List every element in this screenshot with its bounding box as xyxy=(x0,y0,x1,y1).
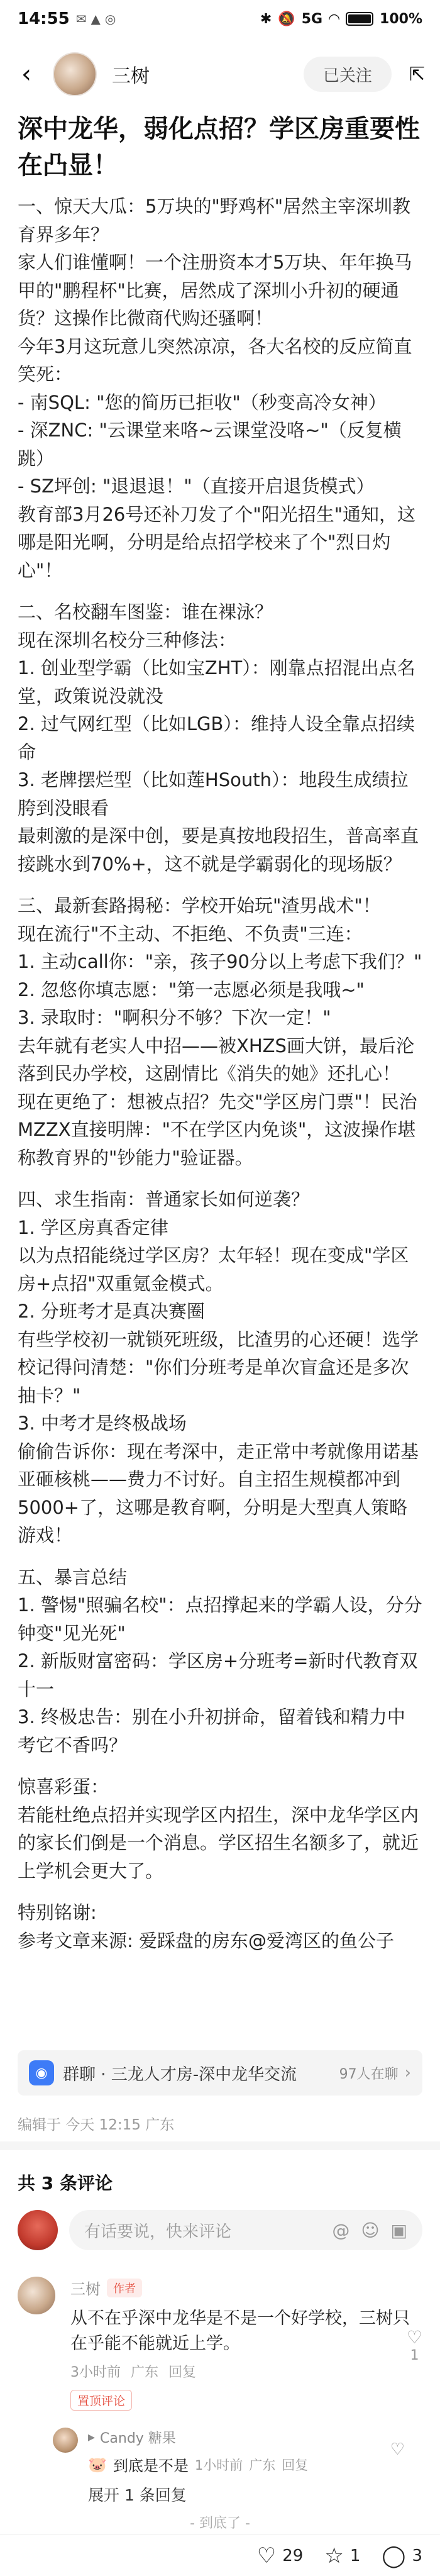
paragraph-gap xyxy=(18,878,422,892)
article-section xyxy=(18,598,422,878)
reply-reply-button[interactable]: 回复 xyxy=(282,2457,309,2473)
article-paragraph: 现在深圳名校分三种修法： xyxy=(18,629,237,651)
status-bar xyxy=(0,0,440,38)
star-icon: ☆ xyxy=(324,2543,344,2568)
comments-count-header: 共 3 条评论 xyxy=(18,2173,113,2194)
reply-text: 到底是不是 xyxy=(113,2457,189,2475)
article-paragraph: 参考文章来源: 爱踩盘的房东@爱湾区的鱼公子 xyxy=(18,1929,394,1951)
article-paragraph: - 南SQL: "您的简历已拒收"（秒变高冷女神） xyxy=(18,391,387,413)
article-paragraph: 3. 终极忠告：别在小升初拼命，留着钱和精力中考它不香吗？ xyxy=(18,1706,405,1756)
article-paragraph: 二、名校翻车图鉴：谁在裸泳？ xyxy=(18,601,273,623)
group-chat-count: 97人在聊 xyxy=(339,2066,399,2082)
article-section xyxy=(18,1773,422,1885)
paragraph-gap xyxy=(18,1550,422,1563)
article-paragraph: 惊喜彩蛋： xyxy=(18,1776,109,1797)
comment-input[interactable] xyxy=(69,2210,422,2250)
expand-replies-button[interactable]: 展开 1 条回复 xyxy=(88,2486,187,2504)
comment-like-count: 1 xyxy=(410,2348,419,2363)
article-section xyxy=(18,1185,422,1550)
heart-icon: ♡ xyxy=(406,2327,422,2348)
article-paragraph: 1. 创业型学霸（比如宝ZHT）：刚靠点招混出点名堂，政策说没就没 xyxy=(18,657,415,707)
article-paragraph: - 深ZNC: "云课堂来咯~云课堂没咯~"（反复横跳） xyxy=(18,419,402,469)
article-paragraph: 四、求生指南：普通家长如何逆袭？ xyxy=(18,1189,310,1210)
article-body xyxy=(18,192,422,1955)
reply-line xyxy=(88,2453,405,2475)
comment-name-row xyxy=(70,2277,422,2299)
my-avatar xyxy=(18,2210,58,2250)
bottom-action-bar xyxy=(0,2534,440,2576)
input-tools xyxy=(332,2220,407,2241)
heart-icon: ♡ xyxy=(256,2543,277,2568)
reply-arrow-icon: ▸ xyxy=(88,2429,96,2445)
article-paragraph: 3. 录取时："啊积分不够？下次一定！" xyxy=(18,1007,331,1028)
battery-icon xyxy=(346,12,373,26)
article-paragraph: 1. 主动call你："亲，孩子90分以上考虑下我们？" xyxy=(18,951,422,972)
article-section xyxy=(18,1899,422,1955)
status-right xyxy=(260,11,422,27)
article-title: 深中龙华，弱化点招？学区房重要性在凸显！ xyxy=(18,114,420,180)
comment-avatar[interactable] xyxy=(18,2277,55,2314)
article-paragraph: 1. 学区房真香定律 xyxy=(18,1216,168,1238)
chevron-right-icon: › xyxy=(404,2063,411,2082)
notification-icons: ✉ ▲ ◎ xyxy=(75,11,116,26)
comment-bubble-icon: ◯ xyxy=(382,2543,406,2568)
comment-body xyxy=(70,2277,422,2411)
article-paragraph: 1. 警惕"照骗名校"：点招撑起来的学霸人设，分分钟变"见光死" xyxy=(18,1594,422,1644)
comment-meta xyxy=(70,2362,422,2381)
top-nav xyxy=(0,43,440,106)
article-section xyxy=(18,192,422,584)
battery-percent: 100% xyxy=(380,11,422,27)
article-paragraph: 一、惊天大瓜：5万块的"野鸡杯"居然主宰深圳教育界多年？ xyxy=(18,196,411,245)
reply-region: 广东 xyxy=(249,2457,276,2473)
group-chat-icon: ◉ xyxy=(29,2060,54,2085)
article-paragraph: 以为点招能绕过学区房？太年轻！现在变成"学区房+点招"双重氪金模式。 xyxy=(18,1245,409,1294)
bluetooth-icon: ✱ xyxy=(260,11,272,27)
reply-like-button[interactable]: ♡ xyxy=(390,2440,405,2459)
comment-like-button[interactable] xyxy=(407,2327,422,2363)
comment-count: 3 xyxy=(412,2546,422,2565)
wifi-icon: ◠ xyxy=(329,11,340,27)
share-icon[interactable]: ⇱ xyxy=(409,63,426,86)
article-section xyxy=(18,1563,422,1760)
section-divider xyxy=(0,2141,440,2150)
comment-text: 从不在乎深中龙华是不是一个好学校，三树只在乎能不能就近上学。 xyxy=(70,2309,410,2353)
article-paragraph: 若能杜绝点招并实现学区内招生，深中龙华学区内的家长们倒是一个消息。学区招生名额多了，就近上学机会更大了。 xyxy=(18,1804,419,1882)
collect-action[interactable] xyxy=(324,2543,360,2568)
group-chat-title: 群聊 · 三龙人才房-深中龙华交流 xyxy=(63,2065,297,2084)
article-paragraph: 五、暴言总结 xyxy=(18,1566,128,1588)
article-paragraph: 2. 过气网红型（比如LGB）：维持人设全靠点招续命 xyxy=(18,713,415,763)
image-icon[interactable]: ▣ xyxy=(390,2219,407,2241)
article-paragraph: 今年3月这玩意儿突然凉凉，各大名校的反应简直笑死： xyxy=(18,335,412,385)
article-paragraph: 2. 忽悠你填志愿："第一志愿必须是我哦~" xyxy=(18,979,365,1001)
status-left xyxy=(18,9,116,28)
like-action[interactable] xyxy=(257,2543,304,2568)
edit-info: 编辑于 今天 12:15 广东 xyxy=(18,2117,175,2133)
status-time: 14:55 xyxy=(18,9,70,28)
article-paragraph: 2. 分班考才是真决赛圈 xyxy=(18,1301,205,1322)
article-paragraph: 现在更绝了：想被点招？先交"学区房门票"！民治MZZX直接明牌："不在学区内免谈"，这波操作堪称教育界的"钞能力"验证器。 xyxy=(18,1091,417,1169)
article-section xyxy=(18,892,422,1172)
signal-label: 5G xyxy=(301,11,323,27)
article-paragraph: 2. 新版财富密码：学区房+分班考=新时代教育双十一 xyxy=(18,1650,418,1700)
end-of-list: - 到底了 - xyxy=(190,2516,250,2531)
article-paragraph: 三、最新套路揭秘：学校开始玩"渣男战术"！ xyxy=(18,895,381,916)
author-avatar[interactable] xyxy=(53,52,97,96)
collect-count: 1 xyxy=(349,2546,361,2565)
comment-placeholder: 有话要说，快来评论 xyxy=(84,2222,232,2241)
paragraph-gap xyxy=(18,1172,422,1185)
article-paragraph: 有些学校初一就锁死班级，比渣男的心还硬！选学校记得问清楚："你们分班考是单次盲盒还是多次抽卡？" xyxy=(18,1328,419,1406)
reply-emoji-icon: 🐷 xyxy=(88,2455,107,2473)
article-paragraph: 去年就有老实人中招——被XHZS画大饼，最后沦落到民办学校，这剧情比《消失的她》还扎心！ xyxy=(18,1035,414,1084)
back-icon[interactable]: ‹ xyxy=(21,60,31,89)
emoji-icon[interactable]: ☺ xyxy=(361,2219,380,2241)
article-paragraph: 偷偷告诉你：现在考深中，走正常中考就像用诺基亚砸核桃——费力不讨好。自主招生规模都冲到5000+了，这哪是教育啊，分明是大型真人策略游戏！ xyxy=(18,1440,419,1546)
follow-button[interactable]: 已关注 xyxy=(304,57,392,92)
comment-region: 广东 xyxy=(131,2365,159,2380)
at-icon[interactable]: @ xyxy=(332,2219,350,2241)
comment-action[interactable] xyxy=(382,2543,422,2568)
paragraph-gap xyxy=(18,1759,422,1773)
article-paragraph: 现在流行"不主动、不拒绝、不负责"三连： xyxy=(18,923,363,945)
comment-author[interactable]: 三树 xyxy=(70,2280,101,2298)
comment-time: 3小时前 xyxy=(70,2365,121,2380)
reply-body xyxy=(88,2428,405,2475)
article-paragraph: 3. 老牌摆烂型（比如莲HSouth）：地段生成绩拉胯到没眼看 xyxy=(18,769,409,819)
pinned-badge: 置顶评论 xyxy=(70,2390,132,2411)
author-badge: 作者 xyxy=(107,2279,142,2297)
reply-time: 1小时前 xyxy=(194,2457,243,2473)
mute-icon: 🔕 xyxy=(278,11,295,27)
article-paragraph: - SZ坪创: "退退退！"（直接开启退货模式） xyxy=(18,475,375,497)
reply-name-row xyxy=(88,2428,405,2447)
article-paragraph: 教育部3月26号还补刀发了个"阳光招生"通知，这哪是阳光啊，分明是给点招学校来了个"烈日灼心"！ xyxy=(18,503,416,581)
paragraph-gap xyxy=(18,584,422,598)
comment-reply-button[interactable]: 回复 xyxy=(168,2365,197,2380)
article xyxy=(18,111,422,1955)
article-paragraph: 特别铭谢: xyxy=(18,1902,97,1923)
article-paragraph: 最刺激的是深中创，要是真按地段招生，普高率直接跳水到70%+，这不就是学霸弱化的现场版？ xyxy=(18,825,419,875)
article-paragraph: 家人们谁懂啊！一个注册资本才5万块、年年换马甲的"鹏程杯"比赛，居然成了深圳小升初的硬通货？这操作比微商代购还骚啊！ xyxy=(18,252,412,329)
group-chat-card[interactable] xyxy=(18,2050,422,2096)
reply-avatar[interactable] xyxy=(53,2428,78,2453)
article-paragraph: 3. 中考才是终极战场 xyxy=(18,1413,187,1434)
reply-author[interactable]: Candy 糖果 xyxy=(100,2431,176,2446)
author-name[interactable]: 三树 xyxy=(112,65,150,87)
comment-input-row xyxy=(18,2207,422,2253)
paragraph-gap xyxy=(18,1885,422,1899)
like-count: 29 xyxy=(282,2546,304,2565)
